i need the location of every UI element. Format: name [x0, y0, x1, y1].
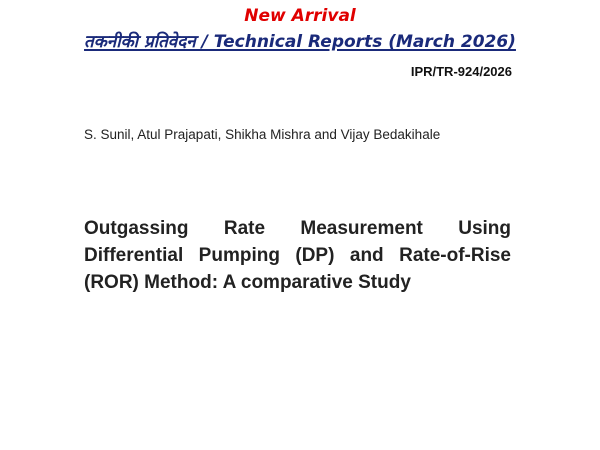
- new-arrival-label: New Arrival: [244, 6, 356, 26]
- banner-title: [0, 30, 600, 54]
- report-title: Outgassing Rate Measurement Using Differential Pumping (DP) and Rate-of-Rise (ROR) Method: A comparative Study: [84, 218, 511, 293]
- banner-title-text: तकनीकी प्रतिवेदन / Technical Reports (March 2026): [84, 32, 516, 52]
- report-authors: S. Sunil, Atul Prajapati, Shikha Mishra and Vijay Bedakihale: [84, 127, 441, 142]
- report-number: IPR/TR-924/2026: [410, 64, 512, 79]
